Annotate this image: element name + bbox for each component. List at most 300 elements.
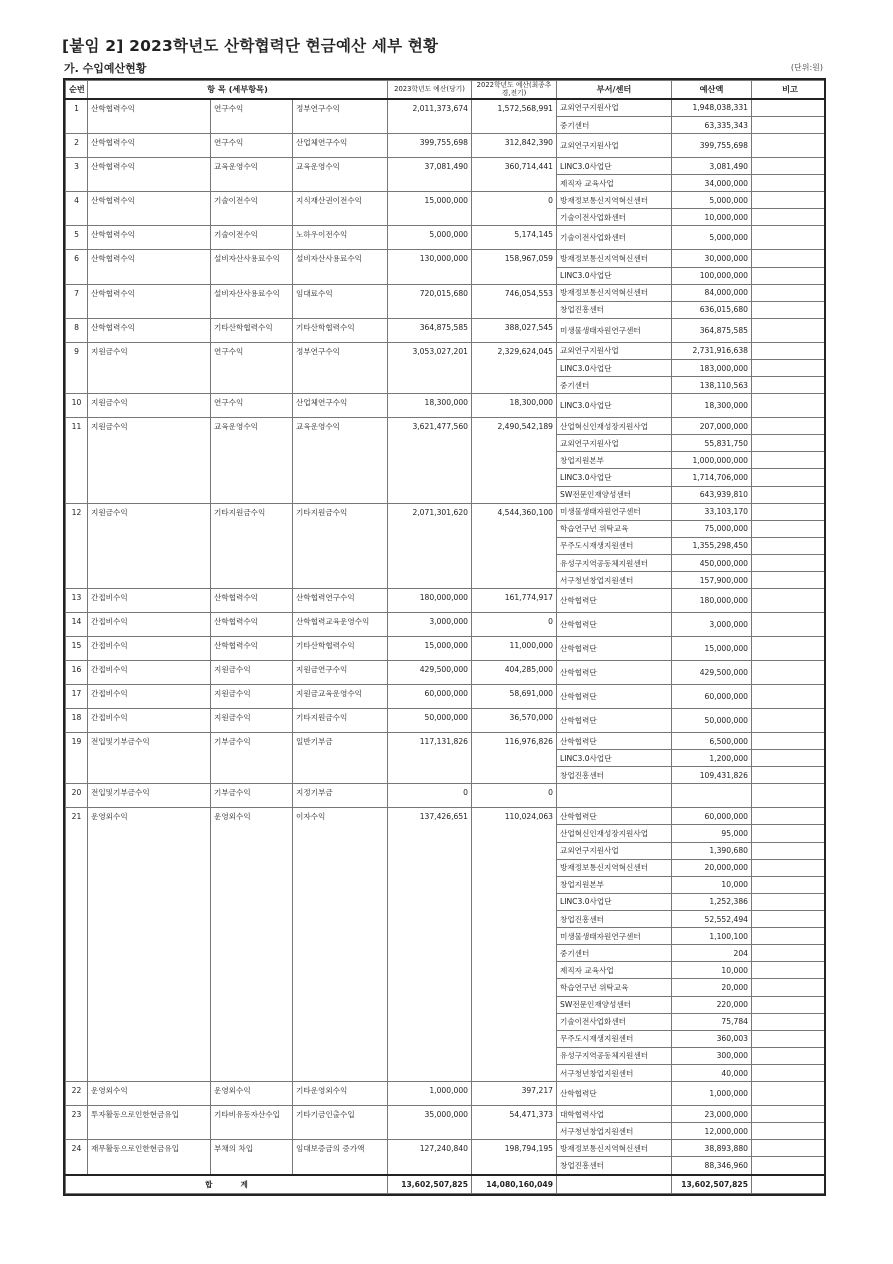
row-dept-budget: 204 [672,945,752,962]
header-budget: 예산액 [672,81,752,99]
header-note: 비고 [752,81,827,99]
row-budget-2022: 18,300,000 [472,394,557,418]
row-budget-2022: 1,572,568,991 [472,99,557,134]
row-category: 간접비수익 [88,709,211,733]
row-note [752,503,827,520]
row-category: 지원금수익 [88,503,211,589]
row-budget-2023: 5,000,000 [388,226,472,250]
table-row [66,158,827,175]
row-dept: 교외연구지원사업 [557,342,672,359]
row-dept-budget: 18,300,000 [672,394,752,418]
row-note [752,318,827,342]
row-category: 간접비수익 [88,685,211,709]
row-detail-item: 기타운영외수익 [293,1082,388,1106]
row-budget-2022: 4,544,360,100 [472,503,557,589]
row-dept-budget: 52,552,494 [672,911,752,928]
row-detail-item: 일반기부금 [293,733,388,784]
row-category: 산학협력수익 [88,134,211,158]
row-dept-budget [672,784,752,808]
row-budget-2023: 1,000,000 [388,1082,472,1106]
table-row [66,99,827,117]
row-dept-budget: 38,893,880 [672,1140,752,1157]
row-subcategory: 산학협력수익 [211,637,293,661]
row-note [752,1123,827,1140]
row-dept-budget: 3,000,000 [672,613,752,637]
row-number: 11 [66,418,88,504]
row-subcategory: 기타비유동자산수입 [211,1106,293,1140]
row-dept-budget: 300,000 [672,1047,752,1064]
row-dept: LINC3.0사업단 [557,158,672,175]
row-note [752,359,827,376]
row-budget-2022: 360,714,441 [472,158,557,192]
row-note [752,1030,827,1047]
row-detail-item: 기타산학협력수익 [293,318,388,342]
row-budget-2022: 0 [472,613,557,637]
row-category: 운영외수익 [88,1082,211,1106]
row-budget-2023: 2,011,373,674 [388,99,472,134]
row-subcategory: 교육운영수익 [211,158,293,192]
row-dept: LINC3.0사업단 [557,267,672,284]
row-category: 산학협력수익 [88,250,211,284]
header-dept: 부서/센터 [557,81,672,99]
row-dept-budget: 50,000,000 [672,709,752,733]
row-dept-budget: 33,103,170 [672,503,752,520]
row-dept: 중기센터 [557,377,672,394]
row-dept-budget: 60,000,000 [672,685,752,709]
row-number: 2 [66,134,88,158]
row-subcategory: 운영외수익 [211,808,293,1082]
row-dept: LINC3.0사업단 [557,359,672,376]
row-dept: 학습연구년 위탁교육 [557,520,672,537]
table-row [66,418,827,435]
row-number: 13 [66,589,88,613]
row-budget-2022: 5,174,145 [472,226,557,250]
row-dept: 방재정보통신지역혁신센터 [557,250,672,267]
total-budget: 13,602,507,825 [672,1175,752,1194]
row-dept: 유성구지역공동체지원센터 [557,1047,672,1064]
row-budget-2022: 11,000,000 [472,637,557,661]
row-dept-budget: 5,000,000 [672,192,752,209]
row-dept: 기술이전사업화센터 [557,209,672,226]
row-budget-2022: 2,329,624,045 [472,342,557,393]
total-2022: 14,080,160,049 [472,1175,557,1194]
row-detail-item: 교육운영수익 [293,158,388,192]
row-number: 10 [66,394,88,418]
row-note [752,784,827,808]
row-dept: 창업지원본부 [557,876,672,893]
row-dept: 미생물생태자원연구센터 [557,318,672,342]
row-note [752,342,827,359]
row-category: 산학협력수익 [88,284,211,318]
row-dept: LINC3.0사업단 [557,893,672,910]
row-dept-budget: 1,948,038,331 [672,99,752,117]
row-dept-budget: 109,431,826 [672,767,752,784]
row-budget-2023: 3,053,027,201 [388,342,472,393]
header-2022: 2022학년도 예산(최종추경,전기) [472,81,557,99]
row-subcategory: 연구수익 [211,134,293,158]
row-note [752,486,827,503]
table-row [66,134,827,158]
table-row [66,808,827,825]
row-category: 간접비수익 [88,589,211,613]
row-note [752,1013,827,1030]
row-dept-budget: 34,000,000 [672,175,752,192]
page-title: [붙임 2] 2023학년도 산학협력단 현금예산 세부 현황 [62,37,439,55]
row-dept [557,784,672,808]
total-2023: 13,602,507,825 [388,1175,472,1194]
row-dept-budget: 23,000,000 [672,1106,752,1123]
row-category: 산학협력수익 [88,192,211,226]
row-dept-budget: 636,015,680 [672,301,752,318]
row-note [752,767,827,784]
row-subcategory: 기부금수익 [211,784,293,808]
row-dept: 산학협력단 [557,589,672,613]
row-note [752,962,827,979]
row-dept: 산학협력단 [557,661,672,685]
row-subcategory: 연구수익 [211,394,293,418]
row-note [752,589,827,613]
row-budget-2022: 0 [472,192,557,226]
row-budget-2023: 60,000,000 [388,685,472,709]
budget-table-container [63,78,826,1196]
row-note [752,209,827,226]
table-row [66,685,827,709]
row-dept-budget: 10,000 [672,962,752,979]
row-dept: 산학협력단 [557,709,672,733]
table-row [66,661,827,685]
row-dept-budget: 30,000,000 [672,250,752,267]
row-number: 3 [66,158,88,192]
row-dept: 창업진흥센터 [557,911,672,928]
table-row [66,709,827,733]
row-budget-2023: 720,015,680 [388,284,472,318]
row-category: 산학협력수익 [88,99,211,134]
row-dept-budget: 95,000 [672,825,752,842]
table-row [66,1082,827,1106]
row-note [752,134,827,158]
row-dept: 산학협력단 [557,808,672,825]
row-dept: 중기센터 [557,945,672,962]
row-number: 17 [66,685,88,709]
row-budget-2022: 2,490,542,189 [472,418,557,504]
row-note [752,808,827,825]
row-dept: 교외연구지원사업 [557,842,672,859]
row-note [752,116,827,133]
row-budget-2022: 198,794,195 [472,1140,557,1175]
table-row [66,613,827,637]
row-note [752,637,827,661]
row-subcategory: 지원금수익 [211,661,293,685]
unit-label: (단위:원) [790,63,823,72]
row-budget-2023: 3,621,477,560 [388,418,472,504]
row-budget-2022: 312,842,390 [472,134,557,158]
row-subcategory: 부채의 차입 [211,1140,293,1175]
row-note [752,192,827,209]
row-dept: 기술이전사업화센터 [557,226,672,250]
row-note [752,158,827,175]
row-dept: 산학협력단 [557,733,672,750]
row-dept: 방재정보통신지역혁신센터 [557,859,672,876]
row-detail-item: 교육운영수익 [293,418,388,504]
row-budget-2022: 746,054,553 [472,284,557,318]
row-budget-2022: 388,027,545 [472,318,557,342]
row-dept: SW전문인재양성센터 [557,486,672,503]
table-row [66,589,827,613]
row-note [752,750,827,767]
row-dept-budget: 364,875,585 [672,318,752,342]
table-row [66,342,827,359]
row-dept-budget: 1,355,298,450 [672,537,752,554]
row-dept-budget: 207,000,000 [672,418,752,435]
row-note [752,911,827,928]
row-dept-budget: 75,000,000 [672,520,752,537]
row-budget-2023: 364,875,585 [388,318,472,342]
row-dept: 유성구지역공동체지원센터 [557,555,672,572]
row-detail-item: 기타지원금수익 [293,503,388,589]
row-note [752,284,827,301]
row-budget-2023: 180,000,000 [388,589,472,613]
row-dept-budget: 40,000 [672,1065,752,1082]
table-row [66,192,827,209]
budget-table [65,80,826,1194]
row-subcategory: 운영외수익 [211,1082,293,1106]
row-note [752,928,827,945]
row-detail-item: 정부연구수익 [293,342,388,393]
row-number: 8 [66,318,88,342]
row-dept-budget: 1,000,000 [672,1082,752,1106]
row-detail-item: 설비자산사용료수익 [293,250,388,284]
row-budget-2023: 3,000,000 [388,613,472,637]
row-number: 12 [66,503,88,589]
row-dept-budget: 60,000,000 [672,808,752,825]
row-detail-item: 지원금교육운영수익 [293,685,388,709]
row-dept: 산학협력단 [557,613,672,637]
row-number: 20 [66,784,88,808]
row-dept: 창업진흥센터 [557,301,672,318]
row-note [752,1106,827,1123]
row-dept: 교외연구지원사업 [557,435,672,452]
row-note [752,661,827,685]
table-row [66,318,827,342]
row-category: 전입및기부금수익 [88,733,211,784]
row-dept: 기술이전사업화센터 [557,1013,672,1030]
row-dept-budget: 5,000,000 [672,226,752,250]
row-number: 5 [66,226,88,250]
row-number: 21 [66,808,88,1082]
row-dept-budget: 15,000,000 [672,637,752,661]
row-number: 14 [66,613,88,637]
row-dept: 서구청년창업지원센터 [557,1065,672,1082]
row-budget-2022: 158,967,059 [472,250,557,284]
row-budget-2022: 116,976,826 [472,733,557,784]
row-dept: 방재정보통신지역혁신센터 [557,192,672,209]
row-budget-2023: 35,000,000 [388,1106,472,1140]
row-dept: 교외연구지원사업 [557,134,672,158]
row-note [752,979,827,996]
row-budget-2023: 15,000,000 [388,637,472,661]
row-budget-2022: 397,217 [472,1082,557,1106]
row-budget-2022: 58,691,000 [472,685,557,709]
row-category: 간접비수익 [88,613,211,637]
section-subtitle: 가. 수입예산현황 [64,62,147,75]
row-detail-item: 기타기금인출수입 [293,1106,388,1140]
row-dept: 교외연구지원사업 [557,99,672,117]
row-note [752,394,827,418]
row-note [752,520,827,537]
row-note [752,1065,827,1082]
row-note [752,876,827,893]
row-note [752,733,827,750]
row-note [752,175,827,192]
header-item: 항 목 (세부항목) [88,81,388,99]
row-subcategory: 기부금수익 [211,733,293,784]
row-budget-2022: 0 [472,784,557,808]
row-dept-budget: 180,000,000 [672,589,752,613]
table-row [66,637,827,661]
row-note [752,267,827,284]
row-note [752,537,827,554]
row-budget-2023: 127,240,840 [388,1140,472,1175]
row-note [752,435,827,452]
row-note [752,825,827,842]
row-number: 7 [66,284,88,318]
row-dept-budget: 450,000,000 [672,555,752,572]
row-subcategory: 지원금수익 [211,685,293,709]
row-category: 전입및기부금수익 [88,784,211,808]
row-subcategory: 기타지원금수익 [211,503,293,589]
row-dept: 창업지원본부 [557,452,672,469]
row-category: 산학협력수익 [88,226,211,250]
row-note [752,1047,827,1064]
row-category: 간접비수익 [88,637,211,661]
row-dept-budget: 12,000,000 [672,1123,752,1140]
row-dept-budget: 100,000,000 [672,267,752,284]
row-dept: 창업진흥센터 [557,1157,672,1175]
row-detail-item: 노하우이전수익 [293,226,388,250]
row-dept-budget: 10,000,000 [672,209,752,226]
row-dept-budget: 1,200,000 [672,750,752,767]
row-dept: SW전문인재양성센터 [557,996,672,1013]
row-subcategory: 산학협력수익 [211,589,293,613]
row-number: 4 [66,192,88,226]
row-dept-budget: 3,081,490 [672,158,752,175]
row-dept-budget: 84,000,000 [672,284,752,301]
total-label: 합계 [205,1179,276,1189]
row-dept-budget: 1,000,000,000 [672,452,752,469]
row-note [752,418,827,435]
row-dept: 제직자 교육사업 [557,962,672,979]
row-detail-item: 지정기부금 [293,784,388,808]
table-row [66,503,827,520]
row-budget-2023: 0 [388,784,472,808]
row-dept-budget: 138,110,563 [672,377,752,394]
row-note [752,996,827,1013]
row-dept-budget: 183,000,000 [672,359,752,376]
table-body [66,99,827,1194]
row-dept-budget: 1,390,680 [672,842,752,859]
row-budget-2022: 404,285,000 [472,661,557,685]
row-detail-item: 산학협력교육운영수익 [293,613,388,637]
row-detail-item: 산업체연구수익 [293,394,388,418]
row-note [752,709,827,733]
table-row [66,226,827,250]
row-dept-budget: 1,100,100 [672,928,752,945]
row-dept: 산업혁신인재성장지원사업 [557,418,672,435]
row-dept-budget: 10,000 [672,876,752,893]
row-dept-budget: 220,000 [672,996,752,1013]
row-number: 19 [66,733,88,784]
row-subcategory: 설비자산사용료수익 [211,250,293,284]
table-row [66,784,827,808]
row-budget-2022: 110,024,063 [472,808,557,1082]
row-category: 재무활동으로인한현금유입 [88,1140,211,1175]
row-dept-budget: 157,900,000 [672,572,752,589]
row-dept: 산업혁신인재성장지원사업 [557,825,672,842]
row-dept: 미생물생태자원연구센터 [557,928,672,945]
row-note [752,859,827,876]
table-row [66,1106,827,1123]
row-dept-budget: 399,755,698 [672,134,752,158]
row-dept: 산학협력단 [557,1082,672,1106]
row-budget-2023: 18,300,000 [388,394,472,418]
row-dept: 학습연구년 위탁교육 [557,979,672,996]
row-note [752,1140,827,1157]
row-category: 산학협력수익 [88,158,211,192]
row-detail-item: 정부연구수익 [293,99,388,134]
row-dept: 방재정보통신지역혁신센터 [557,284,672,301]
row-note [752,452,827,469]
row-budget-2022: 36,570,000 [472,709,557,733]
row-note [752,226,827,250]
row-dept-budget: 360,003 [672,1030,752,1047]
row-budget-2023: 137,426,651 [388,808,472,1082]
row-detail-item: 이자수익 [293,808,388,1082]
row-budget-2022: 54,471,373 [472,1106,557,1140]
row-dept-budget: 75,784 [672,1013,752,1030]
row-dept: 무주도시재생지원센터 [557,1030,672,1047]
row-number: 22 [66,1082,88,1106]
table-row [66,284,827,301]
row-budget-2023: 117,131,826 [388,733,472,784]
row-dept-budget: 88,346,960 [672,1157,752,1175]
row-dept: 서구청년창업지원센터 [557,1123,672,1140]
row-dept: 창업진흥센터 [557,767,672,784]
row-number: 1 [66,99,88,134]
row-dept: 중기센터 [557,116,672,133]
row-number: 6 [66,250,88,284]
row-dept-budget: 55,831,750 [672,435,752,452]
row-category: 운영외수익 [88,808,211,1082]
row-note [752,377,827,394]
table-row [66,1140,827,1157]
row-note [752,469,827,486]
table-row [66,250,827,267]
row-dept-budget: 6,500,000 [672,733,752,750]
row-dept-budget: 1,252,386 [672,893,752,910]
row-number: 24 [66,1140,88,1175]
row-number: 16 [66,661,88,685]
row-subcategory: 기타산학협력수익 [211,318,293,342]
row-note [752,1157,827,1175]
row-subcategory: 기술이전수익 [211,226,293,250]
row-note [752,945,827,962]
row-number: 18 [66,709,88,733]
table-row [66,394,827,418]
row-number: 15 [66,637,88,661]
row-note [752,842,827,859]
row-dept-budget: 1,714,706,000 [672,469,752,486]
total-row [66,1175,827,1194]
